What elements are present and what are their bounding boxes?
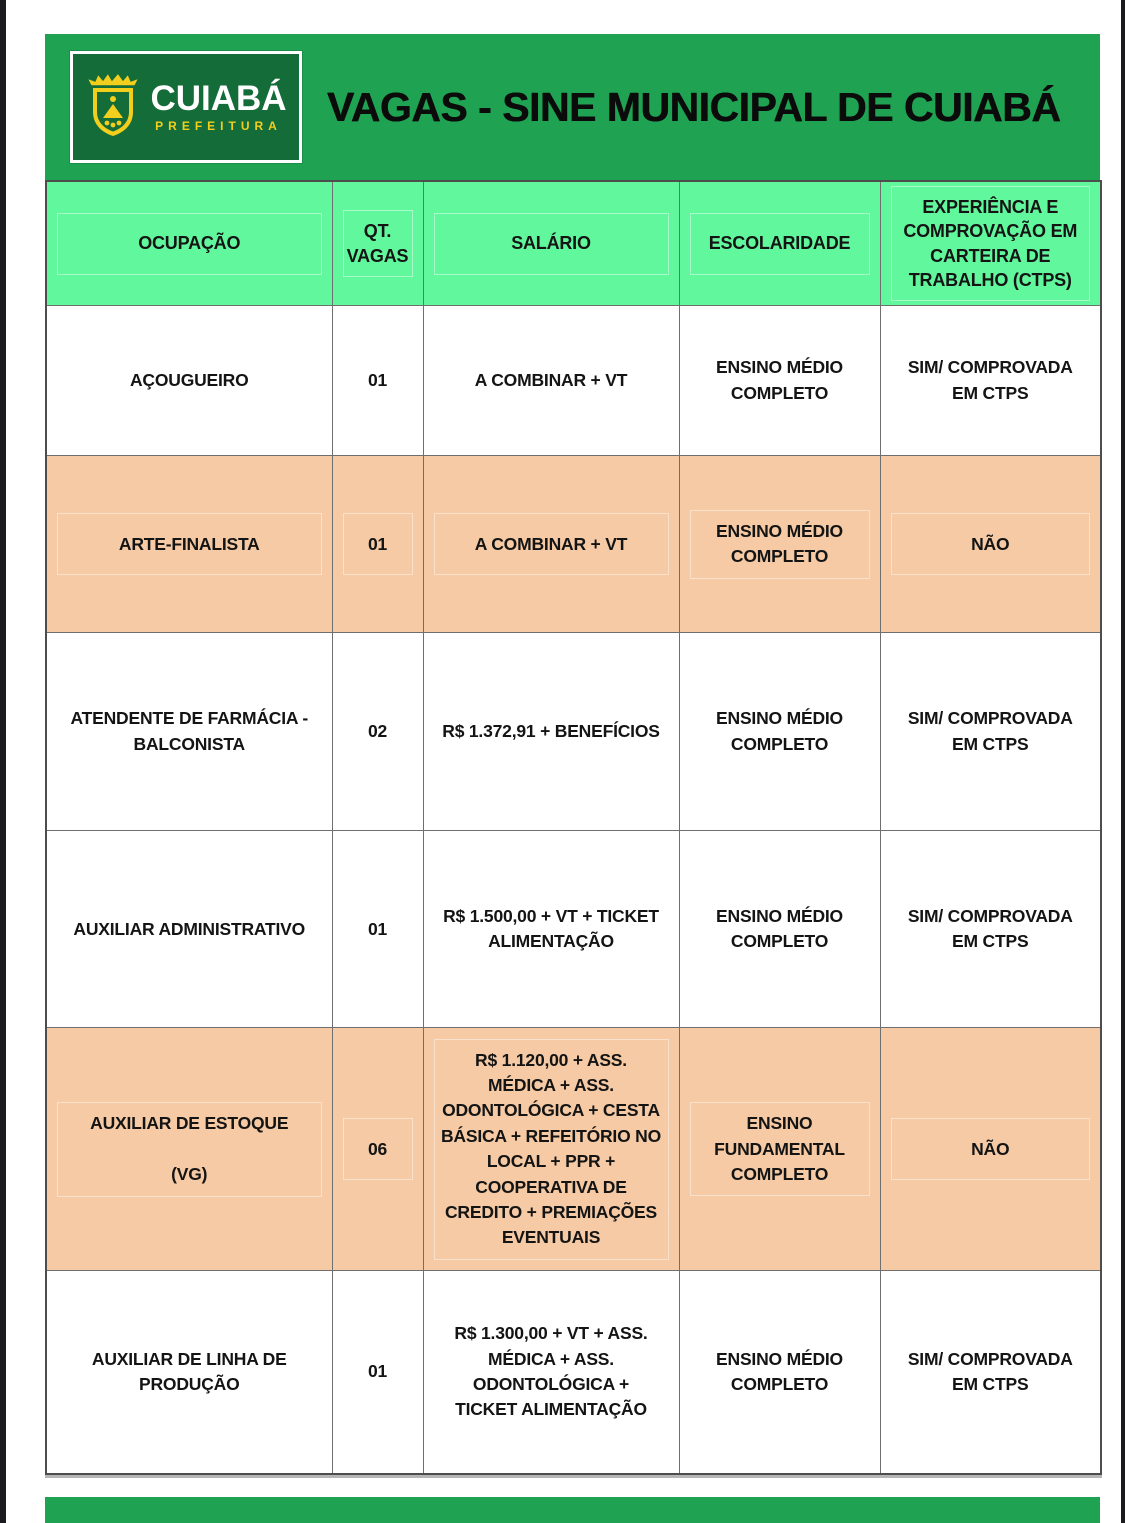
cell-salario: R$ 1.372,91 + BENEFÍCIOS (423, 633, 679, 831)
screen-edge-left (0, 0, 6, 1523)
cell-experiencia: SIM/ COMPROVADA EM CTPS (880, 831, 1101, 1028)
header-banner (45, 34, 1100, 180)
cell-escolaridade: ENSINO MÉDIO COMPLETO (679, 633, 880, 831)
cell-qt-vagas: 01 (332, 831, 423, 1028)
header-row (46, 181, 1101, 306)
cell-qt-vagas: 01 (332, 456, 423, 633)
cell-ocupacao: ATENDENTE DE FARMÁCIA - BALCONISTA (46, 633, 332, 831)
table-header (46, 181, 1101, 306)
logo-name: CUIABÁ (150, 78, 287, 118)
col-header-qt-vagas: QT. VAGAS (332, 181, 423, 306)
col-header-escolaridade: ESCOLARIDADE (679, 181, 880, 306)
table-row (46, 831, 1101, 1028)
cell-salario: R$ 1.300,00 + VT + ASS. MÉDICA + ASS. ODONTOLÓGICA + TICKET ALIMENTAÇÃO (423, 1271, 679, 1474)
cell-ocupacao-note: (VG) (171, 1164, 208, 1185)
cell-escolaridade: ENSINO MÉDIO COMPLETO (679, 831, 880, 1028)
cell-salario: A COMBINAR + VT (423, 306, 679, 456)
cell-qt-vagas: 06 (332, 1028, 423, 1271)
cuiaba-prefeitura-logo (70, 51, 302, 163)
cell-ocupacao: AUXILIAR DE ESTOQUE (VG) (46, 1028, 332, 1271)
page-title: VAGAS - SINE MUNICIPAL DE CUIABÁ (326, 83, 1061, 130)
cell-qt-vagas: 02 (332, 633, 423, 831)
cuiaba-crest-shield-icon (85, 72, 141, 143)
cell-escolaridade: ENSINO MÉDIO COMPLETO (679, 306, 880, 456)
col-header-experiencia: EXPERIÊNCIA E COMPROVAÇÃO EM CARTEIRA DE TRABALHO (CTPS) (880, 181, 1101, 306)
document-page (45, 34, 1100, 1475)
cell-salario: A COMBINAR + VT (423, 456, 679, 633)
table-row (46, 1028, 1101, 1271)
cell-escolaridade: ENSINO MÉDIO COMPLETO (679, 456, 880, 633)
screen-edge-right (1121, 0, 1125, 1523)
col-header-ocupacao: OCUPAÇÃO (46, 181, 332, 306)
cell-experiencia: SIM/ COMPROVADA EM CTPS (880, 633, 1101, 831)
cell-qt-vagas: 01 (332, 306, 423, 456)
cell-experiencia: NÃO (880, 1028, 1101, 1271)
table-row (46, 306, 1101, 456)
cell-escolaridade: ENSINO MÉDIO COMPLETO (679, 1271, 880, 1474)
cell-qt-vagas: 01 (332, 1271, 423, 1474)
cell-ocupacao: AÇOUGUEIRO (46, 306, 332, 456)
table-row (46, 456, 1101, 633)
logo-text (150, 78, 287, 133)
table-row (46, 633, 1101, 831)
cell-salario: R$ 1.500,00 + VT + TICKET ALIMENTAÇÃO (423, 831, 679, 1028)
next-page-banner-top (45, 1497, 1100, 1523)
cell-ocupacao: ARTE-FINALISTA (46, 456, 332, 633)
logo-subtitle: PREFEITURA (155, 118, 282, 133)
cell-salario: R$ 1.120,00 + ASS. MÉDICA + ASS. ODONTOLÓGICA + CESTA BÁSICA + REFEITÓRIO NO LOCAL + PPR + COOPERATIVA DE CREDITO + PREMIAÇÕES EVENTUAIS (423, 1028, 679, 1271)
cell-experiencia: SIM/ COMPROVADA EM CTPS (880, 1271, 1101, 1474)
cell-experiencia: SIM/ COMPROVADA EM CTPS (880, 306, 1101, 456)
cell-ocupacao: AUXILIAR DE LINHA DE PRODUÇÃO (46, 1271, 332, 1474)
cell-escolaridade: ENSINO FUNDAMENTAL COMPLETO (679, 1028, 880, 1271)
table-row (46, 1271, 1101, 1474)
cell-ocupacao: AUXILIAR ADMINISTRATIVO (46, 831, 332, 1028)
col-header-salario: SALÁRIO (423, 181, 679, 306)
vacancies-table (45, 180, 1102, 1475)
cell-experiencia: NÃO (880, 456, 1101, 633)
